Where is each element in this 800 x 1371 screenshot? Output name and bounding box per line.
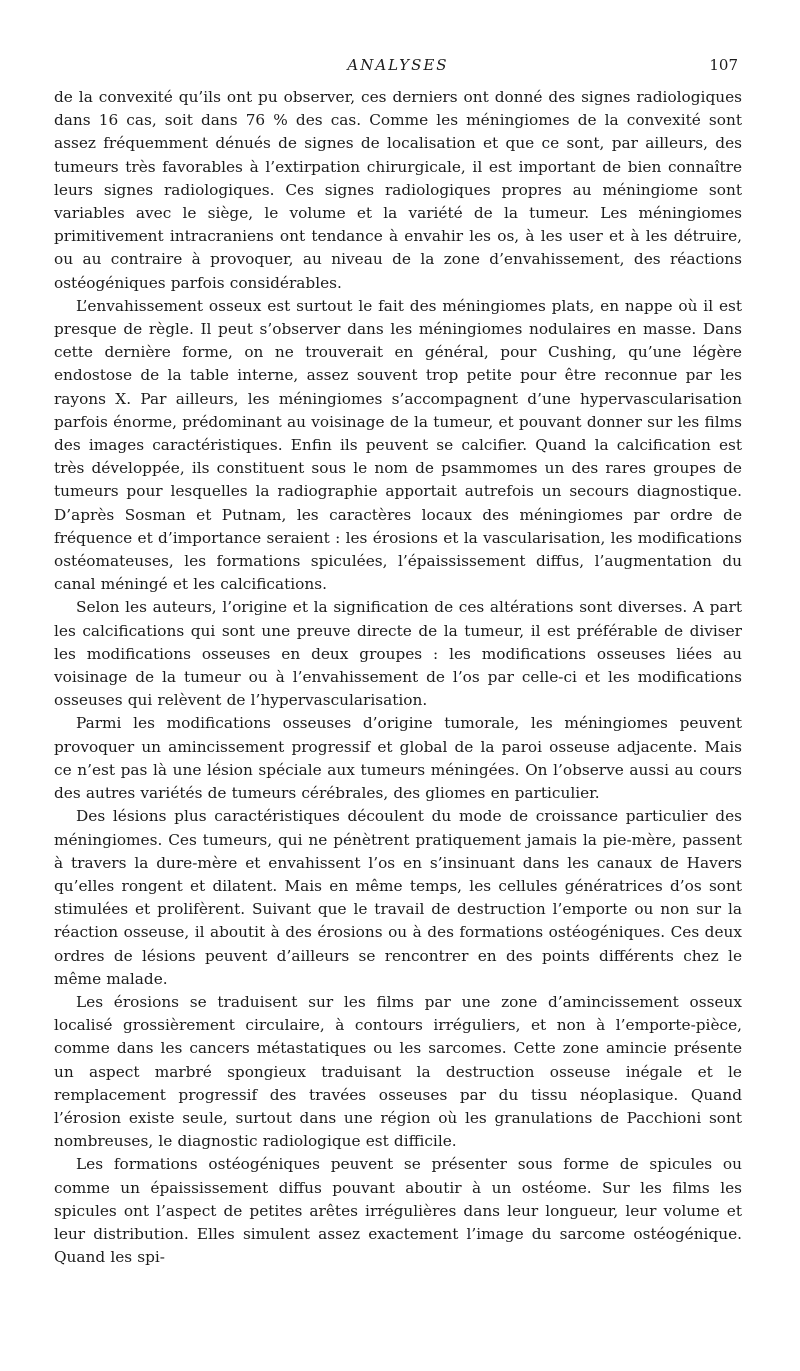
paragraph: Parmi les modifications osseuses d’origine tumorale, les méningiomes peuvent provoquer un amincissement progressif et global de la paroi osseuse adjacente. Mais ce n’est pas là une lésion spéciale aux tumeurs méningées. On l’observe aussi au cours des autres variétés de tumeurs cérébrales, des gliomes en particulier.	[54, 714, 742, 803]
paragraph: Les formations ostéogéniques peuvent se présenter sous forme de spicules ou comme un épaississement diffus pouvant aboutir à un ostéome. Sur les films les spicules ont l’aspect de petites arêtes irrégulières dans leur longueur, leur volume et leur distribution. Elles simulent assez exactement l’image du sarcome ostéogénique. Quand les spi-	[54, 1155, 742, 1267]
page	[54, 0, 742, 1371]
paragraph: Les érosions se traduisent sur les films par une zone d’amincissement osseux localisé grossièrement circulaire, à contours irréguliers, et non à l’emporte-pièce, comme dans les cancers métastatiques ou les sarcomes. Cette zone amincie présente un aspect marbré spongieux traduisant la destruction osseuse inégale et le remplacement progressif des travées osseuses par du tissu néoplasique. Quand l’érosion existe seule, surtout dans une région où les granulations de Pacchioni sont nombreuses, le diagnostic radiologique est difficile.	[54, 992, 742, 1151]
running-head	[54, 56, 742, 80]
paragraph: Des lésions plus caractéristiques découlent du mode de croissance particulier des méningiomes. Ces tumeurs, qui ne pénètrent pratiquement jamais la pie-mère, passent à travers la dure-mère et envahissent l’os en s’insinuant dans les canaux de Havers qu’elles rongent et dilatent. Mais en même temps, les cellules génératrices d’os sont stimulées et prolifèrent. Suivant que le travail de destruction l’emporte ou non sur la réaction osseuse, il aboutit à des érosions ou à des formations ostéogéniques. Ces deux ordres de lésions peuvent d’ailleurs se rencontrer en des points différents chez le même malade.	[54, 807, 742, 988]
paragraph: L’envahissement osseux est surtout le fait des méningiomes plats, en nappe où il est presque de règle. Il peut s’observer dans les méningiomes nodulaires en masse. Dans cette dernière forme, on ne trouverait en général, pour Cushing, qu’une légère endostose de la table interne, assez souvent trop petite pour être reconnue par les rayons X. Par ailleurs, les méningiomes s’accompagnent d’une hypervascularisation parfois énorme, prédominant au voisinage de la tumeur, et pouvant donner sur les films des images caractéristiques. Enfin ils peuvent se calcifier. Quand la calcification est très développée, ils constituent sous le nom de psammomes un des rares groupes de tumeurs pour lesquelles la radiographie apportait autrefois un secours diagnostique. D’après Sosman et Putnam, les caractères locaux des méningiomes par ordre de fréquence et d’importance seraient : les érosions et la vascularisation, les modifications ostéomateuses, les formations spiculées, l’épaississement diffus, l’augmentation du canal méningé et les calcifications.	[54, 296, 742, 594]
running-title: ANALYSES	[347, 56, 449, 74]
page-number: 107	[709, 56, 738, 74]
body-text	[54, 86, 742, 1269]
paragraph-continuation: de la convexité qu’ils ont pu observer, ces derniers ont donné des signes radiologiques dans 16 cas, soit dans 76 % des cas. Comme les méningiomes de la convexité sont assez fréquemment dénués de signes de localisation et que ce sont, par ailleurs, des tumeurs très favorables à l’extirpation chirurgicale, il est important de bien connaître leurs signes radiologiques. Ces signes radiologiques propres au méningiome sont variables avec le siège, le volume et la variété de la tumeur. Les méningiomes primitivement intracraniens ont tendance à envahir les os, à les user et à les détruire, ou au contraire à provoquer, au niveau de la zone d’envahissement, des réactions ostéogéniques parfois considérables.	[54, 88, 742, 292]
paragraph: Selon les auteurs, l’origine et la signification de ces altérations sont diverses. A part les calcifications qui sont une preuve directe de la tumeur, il est préférable de diviser les modifications osseuses en deux groupes : les modifications osseuses liées au voisinage de la tumeur ou à l’envahissement de l’os par celle-ci et les modifications osseuses qui relèvent de l’hypervascularisation.	[54, 598, 742, 710]
